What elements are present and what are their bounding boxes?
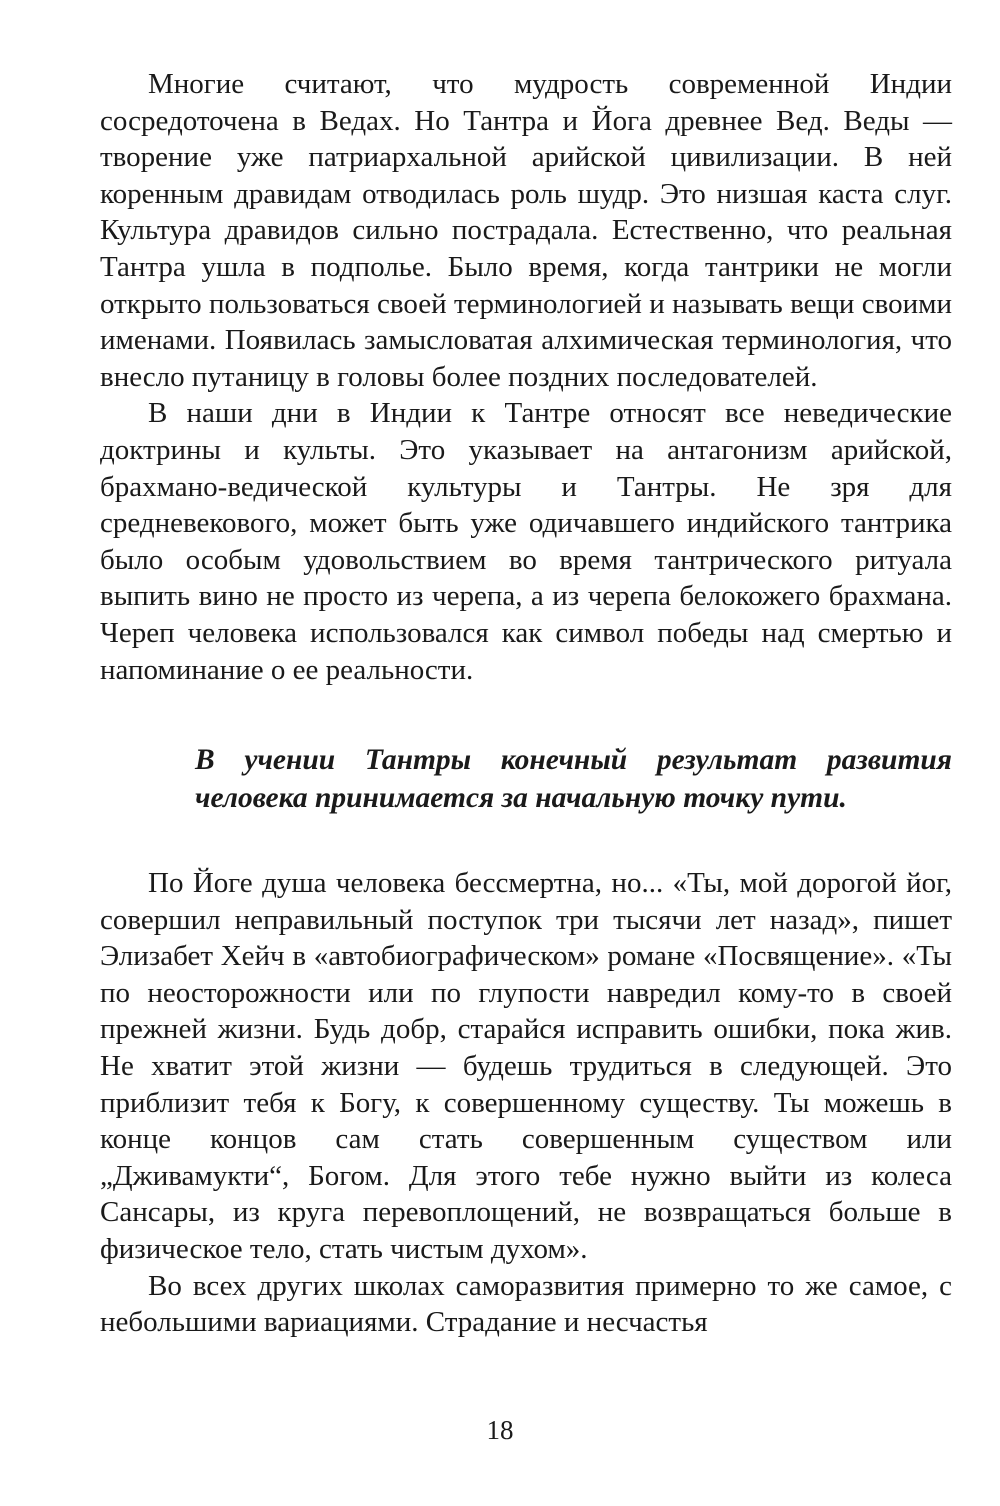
page-number: 18 xyxy=(486,1415,514,1445)
paragraph-2: В наши дни в Индии к Тантре относят все неведические доктрины и культы. Это указывает на антагонизм арийской, брахмано-ведической культуры и Тантры. Не зря для средневекового, может быть уже одичавшего индийского тантрика было особым удовольствием во время тантрического ритуала выпить вино не просто из черепа, а из черепа белокожего брахмана. Череп человека использовался как символ победы над смертью и напоминание о ее реальности. xyxy=(100,397,952,686)
paragraph-1: Многие считают, что мудрость современной Индии сосредоточена в Ведах. Но Тантра и Йога древнее Вед. Веды — творение уже патриархальной арийской цивилизации. В ней коренным дравидам отводилась роль шудр. Это низшая каста слуг. Культура дравидов сильно пострадала. Естественно, что реальная Тантра ушла в подполье. Было время, когда тантрики не могли открыто пользоваться своей терминологией и называть вещи своими именами. Появилась замысловатая алхимическая терминология, что внесло путаницу в головы более поздних последователей. xyxy=(100,68,952,393)
highlighted-quote: В учении Тантры конечный результат развития человека принимается за начальную точку пути. xyxy=(195,744,952,814)
paragraph-4: Во всех других школах саморазвития примерно то же самое, с небольшими вариациями. Страдание и несчастья xyxy=(100,1269,952,1339)
paragraph-3: По Йоге душа человека бессмертна, но... «Ты, мой дорогой йог, совершил неправильный поступок три тысячи лет назад», пишет Элизабет Хейч в «автобиографическом» романе «Посвящение». «Ты по неосторожности или по глупости навредил кому-то в своей прежней жизни. Будь добр, старайся исправить ошибки, пока жив. Не хватит этой жизни — будешь трудиться в следующей. Это приблизит тебя к Богу, к совершенному существу. Ты можешь в конце концов сам стать совершенным существом или „Дживамукти“, Богом. Для этого тебе нужно выйти из колеса Сансары, из круга перевоплощений, не возвращаться больше в физическое тело, стать чистым духом». xyxy=(100,867,952,1266)
page-body xyxy=(100,66,952,1341)
